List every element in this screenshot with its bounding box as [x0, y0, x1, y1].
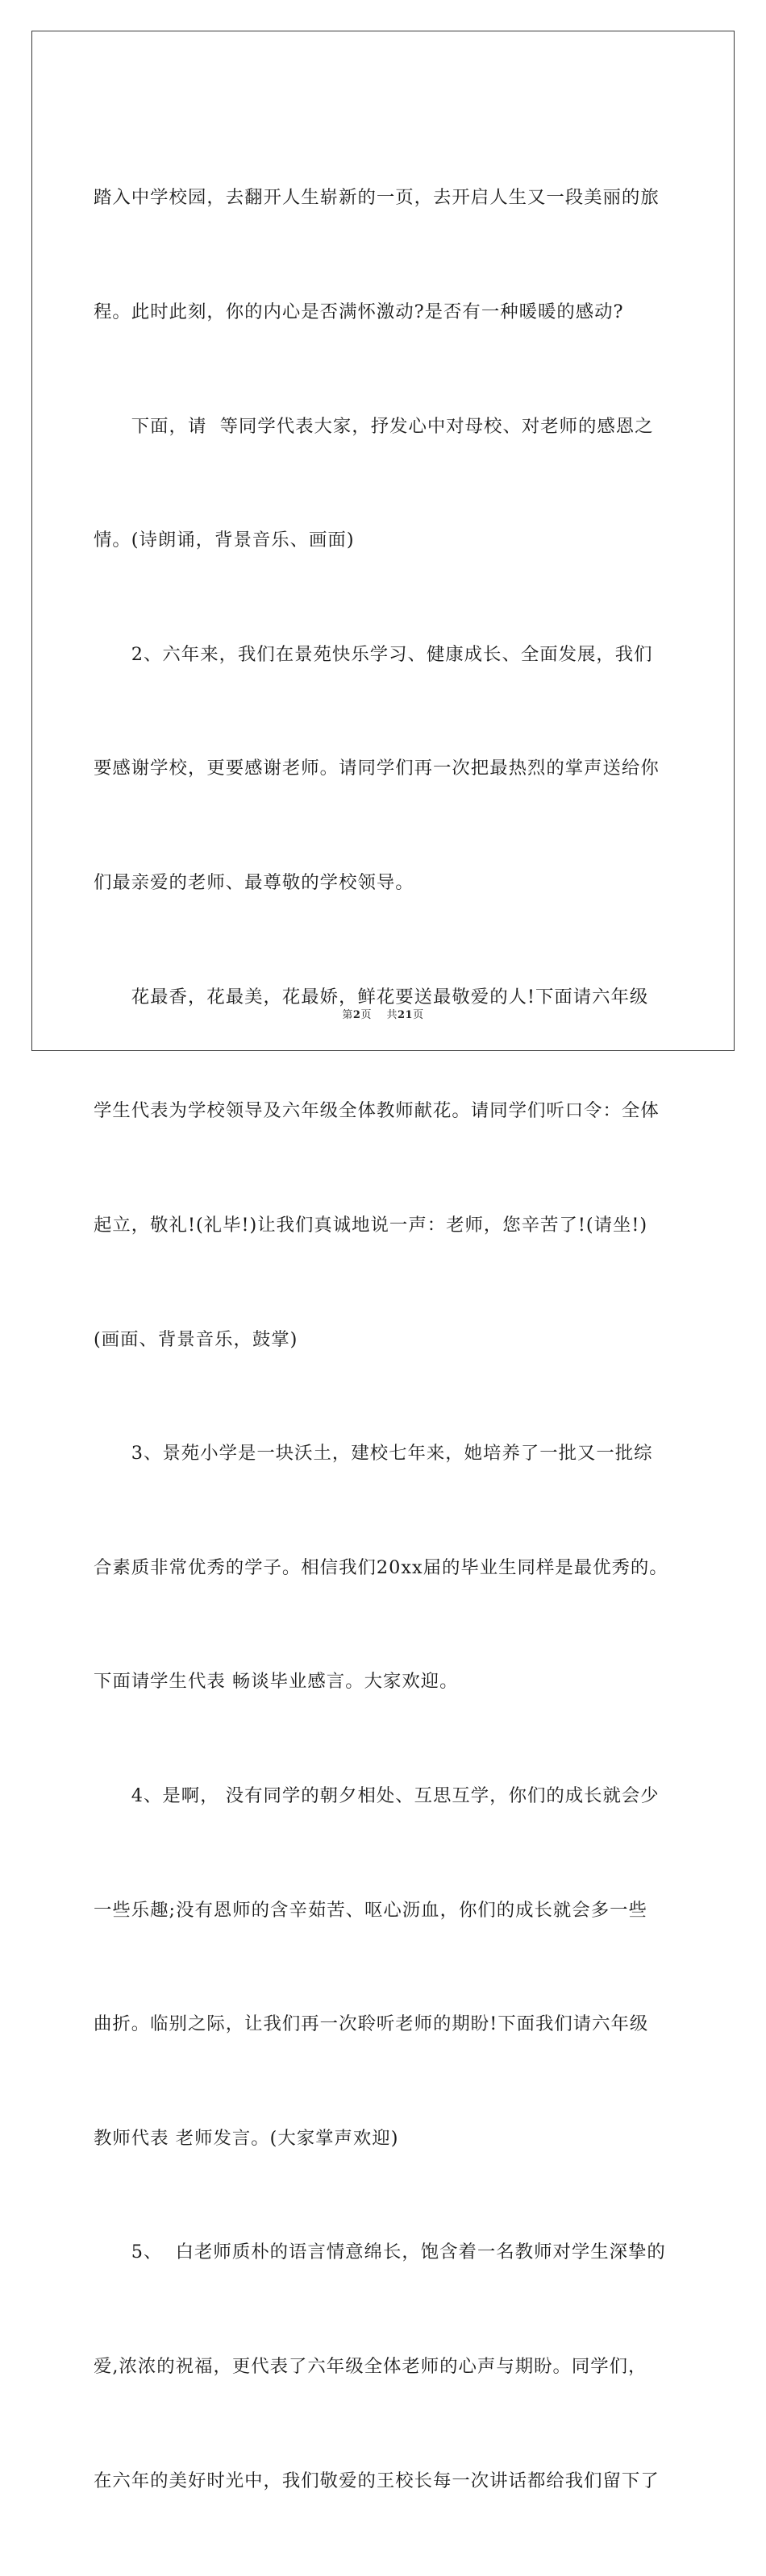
text-line: 教师代表 老师发言。(大家掌声欢迎) — [94, 2127, 399, 2149]
text-line: 学生代表为学校领导及六年级全体教师献花。请同学们听口令：全体 — [94, 1100, 660, 1122]
text-line: 在六年的美好时光中，我们敬爱的王校长每一次讲话都给我们留下了 — [94, 2470, 660, 2491]
text-line: 5、 白老师质朴的语言情意绵长，饱含着一名教师对学生深挚的 — [94, 2242, 666, 2263]
total-pages: 21 — [398, 1009, 414, 1021]
text-line: 起立，敬礼!(礼毕!)让我们真诚地说一声：老师，您辛苦了!(请坐!) — [94, 1214, 648, 1236]
text-line: 踏入中学校园，去翻开人生崭新的一页，去开启人生又一段美丽的旅 — [94, 187, 660, 209]
text-line: 要感谢学校，更要感谢老师。请同学们再一次把最热烈的掌声送给你 — [94, 758, 660, 779]
text-line: 2、六年来，我们在景苑快乐学习、健康成长、全面发展，我们 — [94, 643, 653, 665]
page-footer — [0, 1006, 766, 1021]
text-line: 花最香，花最美，花最娇，鲜花要送最敬爱的人!下面请六年级 — [94, 986, 649, 1008]
text-line: 下面，请 等同学代表大家，抒发心中对母校、对老师的感恩之 — [94, 415, 654, 437]
body-text — [94, 103, 674, 2576]
page-prefix: 第 — [342, 1009, 353, 1021]
page-suffix: 页 — [360, 1009, 372, 1021]
document-body — [94, 103, 674, 2576]
text-line: 合素质非常优秀的学子。相信我们20xx届的毕业生同样是最优秀的。 — [94, 1556, 668, 1578]
text-line: 程。此时此刻，你的内心是否满怀激动?是否有一种暖暖的感动? — [94, 301, 624, 323]
text-line: 3、景苑小学是一块沃土，建校七年来，她培养了一批又一批综 — [94, 1443, 653, 1465]
text-line: 一些乐趣;没有恩师的含辛茹苦、呕心沥血，你们的成长就会多一些 — [94, 1899, 647, 1921]
text-line: 4、是啊， 没有同学的朝夕相处、互思互学，你们的成长就会少 — [94, 1785, 660, 1806]
text-line: 曲折。临别之际，让我们再一次聆听老师的期盼!下面我们请六年级 — [94, 2013, 649, 2035]
total-suffix: 页 — [413, 1009, 424, 1021]
total-prefix: 共 — [386, 1009, 398, 1021]
page-number: 2 — [352, 1009, 361, 1021]
text-line: (画面、背景音乐，鼓掌) — [94, 1328, 298, 1350]
text-line: 爱,浓浓的祝福，更代表了六年级全体老师的心声与期盼。同学们， — [94, 2355, 647, 2377]
text-line: 们最亲爱的老师、最尊敬的学校领导。 — [94, 872, 414, 894]
text-line: 下面请学生代表 畅谈毕业感言。大家欢迎。 — [94, 1671, 459, 1693]
text-line: 情。(诗朗诵，背景音乐、画面) — [94, 530, 355, 551]
